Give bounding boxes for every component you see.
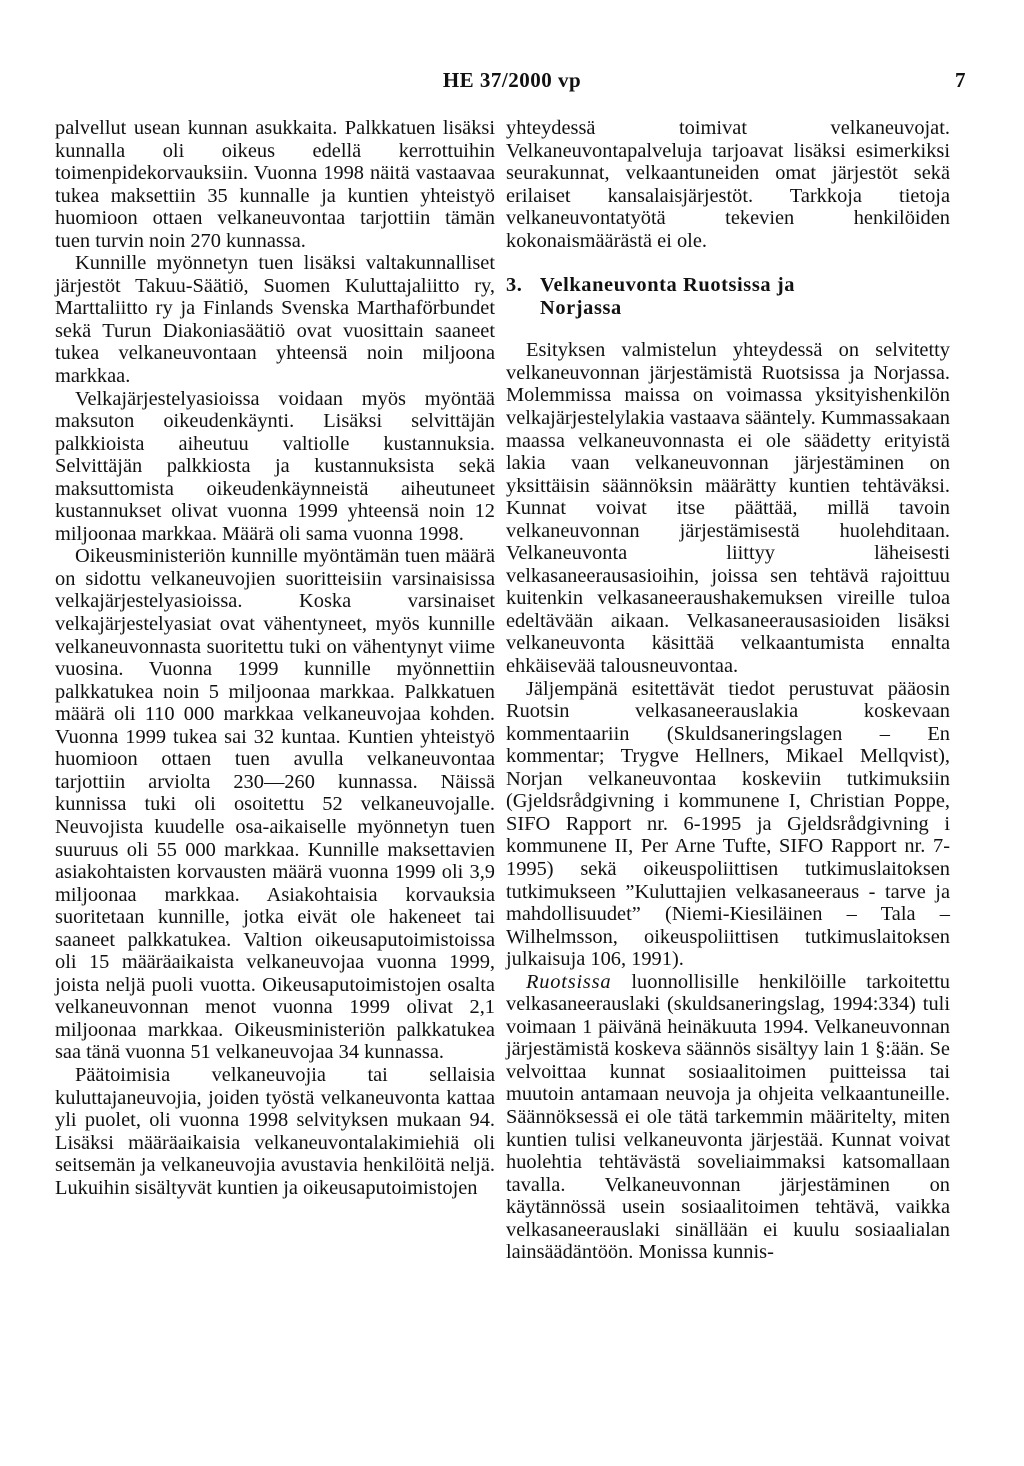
- right-column: [506, 117, 950, 1264]
- paragraph: [506, 971, 950, 1264]
- page-number: 7: [955, 68, 966, 92]
- paragraph: yhteydessä toimivat velkaneuvojat. Velkaneuvontapalveluja tarjoavat lisäksi esimerkiksi seurakunnat, velkaantuneiden omat järjestöt sekä erilaiset kansalaisjärjestöt. Tarkkoja tietoja velkaneuvontatyötä tekevien henkilöiden kokonaismäärästä ei ole.: [506, 117, 950, 252]
- paragraph: Oikeusministeriön kunnille myöntämän tuen määrä on sidottu velkaneuvojien suoritteisiin varsinaisissa velkajärjestelyasioissa. Koska varsinaiset velkajärjestelyasiat ovat vähentyneet, myös kunnille velkaneuvonnasta suoritettu tuki on vähentynyt viime vuosina. Vuonna 1999 kunnille myönnettiin palkkatukea noin 5 miljoonaa markkaa. Palkkatuen määrä oli 110 000 markkaa velkaneuvojaa kohden. Vuonna 1999 tukea sai 32 kuntaa. Kuntien yhteistyö huomioon ottaen tuen avulla velkaneuvontaa tarjottiin arviolta 230—260 kunnassa. Näissä kunnissa tuki oli osoitettu 52 velkaneuvojalle. Neuvojista kuudelle osa-aikaiselle myönnetyn tuen suuruus oli 55 000 markkaa. Kunnille maksettavien asiakohtaisten korvausten määrä vuonna 1999 oli 3,9 miljoonaa markkaa. Asiakohtaisia korvauksia suoritetaan kunnille, jotka eivät ole hakeneet tai saaneet palkkatukea. Valtion oikeusaputoimistoissa oli 15 määräaikaista velkaneuvojaa vuonna 1999, joista neljä puoli vuotta. Oikeusaputoimistojen osalta velkaneuvonnan menot vuonna 1999 olivat 2,1 miljoonaa markkaa. Oikeusministeriön palkkatukea saa tänä vuonna 51 velkaneuvojaa 34 kunnassa.: [55, 545, 495, 1064]
- left-column: [55, 117, 495, 1199]
- paragraph: palvellut usean kunnan asukkaita. Palkkatuen lisäksi kunnalla oli oikeus edellä kerrottuihin toimenpidekorvauksiin. Vuonna 1998 näitä vastaavaa tukea maksettiin 35 kunnalle ja kuntien yhteistyö huomioon ottaen velkaneuvontaa tarjottiin tämän tuen turvin noin 270 kunnassa.: [55, 117, 495, 252]
- section-heading: [506, 274, 950, 319]
- section-title-line: Velkaneuvonta Ruotsissa ja: [540, 274, 796, 297]
- section-title: [540, 274, 950, 319]
- country-lead: Ruotsissa: [526, 970, 612, 993]
- paragraph: Kunnille myönnetyn tuen lisäksi valtakunnalliset järjestöt Takuu-Säätiö, Suomen Kuluttajaliitto ry, Marttaliitto ry ja Finlands Svenska Marthaförbundet sekä Turun Diakoniasäätiö ovat vuosittain saaneet tukea velkaneuvontaan yhteensä noin miljoona markkaa.: [55, 252, 495, 388]
- paragraph-text: luonnollisille henkilöille tarkoitettu velkasaneerauslaki (skuldsaneringslag, 1994:334) tuli voimaan 1 päivänä heinäkuuta 1994. Velkaneuvonnan järjestämistä koskeva säännös sisältyy lain 1 §:ään. Se velvoittaa kunnat sosiaalitoimen puitteissa tai muutoin antamaan neuvoja ja ohjeita velkaantuneille. Säännöksessä ei ole tätä tarkemmin määritelty, miten kuntien tulisi velkaneuvonta järjestää. Kunnat voivat huolehtia tehtävästä soveliaimmaksi katsomallaan tavalla. Velkaneuvonnan järjestäminen on käytännössä usein sosiaalitoimen tehtävä, vaikka velkasaneerauslaki sinällään ei kuulu sosiaalialan lainsäädäntöön. Monissa kunnis-: [506, 970, 950, 1264]
- paragraph: Esityksen valmistelun yhteydessä on selvitetty velkaneuvonnan järjestämistä Ruotsissa ja Norjassa. Molemmissa maissa on voimassa yksityishenkilön velkajärjestelylakia vastaava sääntely. Kummassakaan maassa velkaneuvonnasta ei ole säädetty erityistä lakia vaan velkaneuvonnan järjestäminen on yksittäisin säännöksin määrätty kuntien tehtäväksi. Kunnat voivat itse päättää, millä tavoin velkaneuvonnan järjestämisestä huolehditaan. Velkaneuvonta liittyy läheisesti velkasaneerausasioihin, joissa sen tehtävä rajoittuu kuitenkin velkasaneeraushakemuksen vireille tuloa edeltävään aikaan. Velkasaneerausasioiden lisäksi velkaneuvonta käsittää velkaantumista ennalta ehkäisevää talousneuvontaa.: [506, 339, 950, 678]
- paragraph: Päätoimisia velkaneuvojia tai sellaisia kuluttajaneuvojia, joiden työstä velkaneuvonta kattaa yli puolet, oli vuonna 1998 selvityksen mukaan 94. Lisäksi määräaikaisia velkaneuvontalakimiehiä oli seitsemän ja velkaneuvojia avustavia henkilöitä neljä. Lukuihin sisältyvät kuntien ja oikeusaputoimistojen: [55, 1063, 495, 1199]
- section-title-line: Norjassa: [540, 296, 622, 319]
- document-id: HE 37/2000 vp: [442, 68, 582, 92]
- paragraph: Velkajärjestelyasioissa voidaan myös myöntää maksuton oikeudenkäynti. Lisäksi selvittäjän palkkioista aiheutuu valtiolle kustannuksia. Selvittäjän palkkiosta ja kustannuksista sekä maksuttomista oikeudenkäynneistä aiheutuneet kustannukset olivat vuonna 1999 yhteensä noin 12 miljoonaa markkaa. Määrä oli sama vuonna 1998.: [55, 387, 495, 545]
- paragraph: Jäljempänä esitettävät tiedot perustuvat pääosin Ruotsin velkasaneerauslakia koskevaan kommentaariin (Skuldsaneringslagen – En kommentar; Trygve Hellners, Mikael Mellqvist), Norjan velkaneuvontaa koskeviin tutkimuksiin (Gjeldsrådgivning i kommunene I, Christian Poppe, SIFO Rapport nr. 6-1995 ja Gjeldsrådgivning i kommunene II, Per Arne Tufte, SIFO Rapport nr. 7-1995) sekä oikeuspoliittisen tutkimuslaitoksen tutkimukseen ”Kuluttajien velkasaneeraus - tarve ja mahdollisuudet” (Niemi-Kiesiläinen – Tala – Wilhelmsson, oikeuspoliittisen tutkimuslaitoksen julkaisuja 106, 1991).: [506, 677, 950, 971]
- section-number: 3.: [506, 274, 523, 297]
